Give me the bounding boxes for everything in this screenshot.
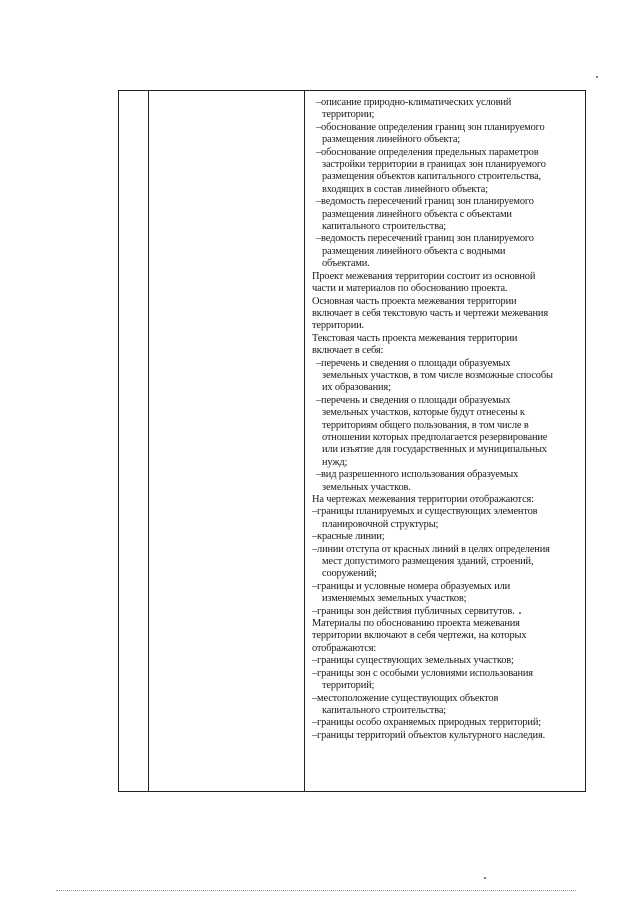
text-line: земельных участков. [322, 481, 411, 493]
text-line: размещения линейного объекта с водными [322, 245, 506, 257]
text-line: –ведомость пересечений границ зон планируемого [316, 233, 534, 245]
text-line: сооружений; [322, 568, 377, 580]
text-line: включает в себя текстовую часть и чертежи межевания [312, 307, 548, 319]
text-line: части и материалов по обоснованию проекта. [312, 283, 508, 295]
text-line: территории; [322, 109, 375, 121]
text-line: На чертежах межевания территории отображаются: [312, 494, 534, 505]
text-line: –перечень и сведения о площади образуемых [316, 394, 511, 406]
text-line: изменяемых земельных участков; [322, 593, 467, 605]
scan-speck [596, 76, 598, 78]
text-line: отображаются: [312, 642, 377, 654]
text-line: или изъятие для государственных и муниципальных [322, 444, 547, 456]
scan-edge [56, 890, 576, 891]
text-line: Материалы по обоснованию проекта межевания [312, 618, 520, 630]
text-line: мест допустимого размещения зданий, строений, [322, 556, 534, 568]
text-line: входящих в состав линейного объекта; [322, 183, 488, 195]
text-line: размещения линейного объекта с объектами [322, 208, 512, 220]
text-line: территории включают в себя чертежи, на которых [312, 630, 527, 642]
text-line: –границы и условные номера образуемых или [312, 580, 511, 592]
text-line: объектами. [322, 258, 370, 270]
text-line: капитального строительства; [322, 221, 447, 233]
text-line: –местоположение существующих объектов [312, 692, 499, 704]
text-line: включает в себя: [312, 345, 384, 357]
text-line: –границы зон с особыми условиями использования [312, 667, 533, 679]
text-line: размещения объектов капитального строительства, [322, 171, 542, 183]
text-line: –границы существующих земельных участков; [312, 655, 514, 667]
text-line: отношении которых предполагается резервирование [322, 431, 548, 443]
scan-speck [519, 612, 521, 614]
text-line: Проект межевания территории состоит из основной [312, 270, 536, 282]
column-divider [304, 91, 305, 791]
text-line: –границы особо охраняемых природных территорий; [312, 717, 541, 729]
text-line: Текстовая часть проекта межевания территории [312, 332, 518, 344]
text-line: –обоснование определения границ зон планируемого [316, 121, 545, 133]
text-line: Основная часть проекта межевания территории [312, 295, 517, 307]
text-line: капитального строительства; [322, 704, 447, 716]
text-line: застройки территории в границах зон планируемого [322, 159, 546, 171]
text-line: –границы планируемых и существующих элементов [312, 506, 538, 518]
text-line: нужд; [322, 456, 348, 468]
text-line: их образования; [322, 382, 391, 394]
text-line: –перечень и сведения о площади образуемых [316, 357, 511, 369]
text-line: земельных участков, в том числе возможные способы [322, 369, 553, 381]
text-line: –вид разрешенного использования образуемых [316, 469, 519, 481]
text-line: –обоснование определения предельных параметров [316, 146, 539, 158]
text-line: размещения линейного объекта; [322, 134, 461, 146]
text-line: территориям общего пользования, в том числе в [322, 419, 529, 431]
text-line: территории. [312, 320, 364, 332]
text-line: территорий; [322, 680, 375, 692]
text-line: земельных участков, которые будут отнесены к [322, 407, 525, 419]
text-line: –линии отступа от красных линий в целях определения [312, 543, 550, 555]
text-line: –границы зон действия публичных сервитутов. [312, 605, 515, 617]
text-line: планировочной структуры; [322, 518, 439, 530]
text-line: –красные линии; [312, 531, 385, 543]
scan-speck [484, 877, 486, 879]
text-column [312, 97, 584, 742]
column-divider [148, 91, 149, 791]
text-line: –ведомость пересечений границ зон планируемого [316, 196, 534, 208]
text-line: –описание природно-климатических условий [316, 97, 512, 108]
text-line: –границы территорий объектов культурного наследия. [312, 729, 546, 741]
